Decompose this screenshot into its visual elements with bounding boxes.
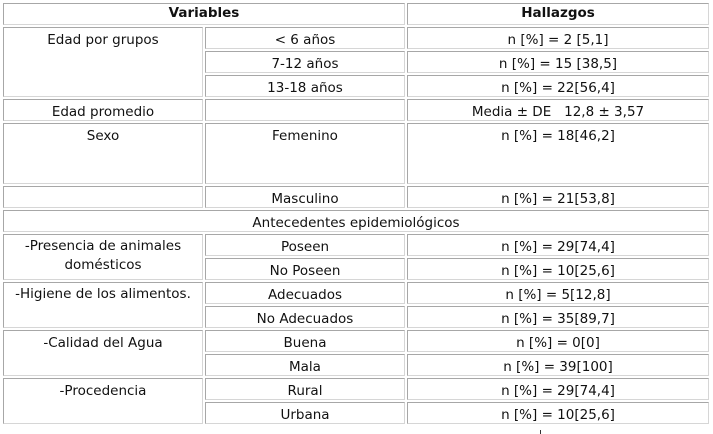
mean-age-label: Edad promedio <box>3 99 203 121</box>
header-findings: Hallazgos <box>407 3 709 25</box>
domestic-animals-finding: n [%] = 29[74,4] <box>407 234 709 256</box>
sex-category: Masculino <box>205 186 405 208</box>
mean-age-category <box>205 99 405 121</box>
age-group-finding: n [%] = 15 [38,5] <box>407 51 709 73</box>
food-hygiene-label: -Higiene de los alimentos. <box>3 282 203 328</box>
origin-category: Urbana <box>205 402 405 424</box>
section-title: Antecedentes epidemiológicos <box>3 210 709 232</box>
sex-category: Femenino <box>205 123 405 184</box>
food-hygiene-category: Adecuados <box>205 282 405 304</box>
age-group-finding: n [%] = 2 [5,1] <box>407 27 709 49</box>
sex-finding: n [%] = 21[53,8] <box>407 186 709 208</box>
origin-label: -Procedencia <box>3 378 203 424</box>
food-hygiene-finding: n [%] = 35[89,7] <box>407 306 709 328</box>
water-quality-finding: n [%] = 39[100] <box>407 354 709 376</box>
age-group-category: 7-12 años <box>205 51 405 73</box>
water-quality-label: -Calidad del Agua <box>3 330 203 376</box>
domestic-animals-finding: n [%] = 10[25,6] <box>407 258 709 280</box>
domestic-animals-label: -Presencia de animales domésticos <box>3 234 203 280</box>
domestic-animals-category: No Poseen <box>205 258 405 280</box>
mean-age-stat-value: 12,8 ± 3,57 <box>564 104 645 120</box>
findings-table <box>3 3 709 430</box>
age-groups-label: Edad por grupos <box>3 27 203 97</box>
origin-finding: n [%] = 10[25,6] <box>407 402 709 424</box>
sex-finding: n [%] = 18[46,2] <box>407 123 709 184</box>
age-group-finding: n [%] = 22[56,4] <box>407 75 709 97</box>
sex-label: Sexo <box>3 123 203 184</box>
origin-category: Rural <box>205 378 405 400</box>
food-hygiene-finding: n [%] = 5[12,8] <box>407 282 709 304</box>
age-group-category: < 6 años <box>205 27 405 49</box>
age-group-category: 13-18 años <box>205 75 405 97</box>
domestic-animals-category: Poseen <box>205 234 405 256</box>
header-variables: Variables <box>3 3 405 25</box>
water-quality-finding: n [%] = 0[0] <box>407 330 709 352</box>
food-hygiene-category: No Adecuados <box>205 306 405 328</box>
sex-label-empty <box>3 186 203 208</box>
mean-age-finding <box>407 99 709 121</box>
cursor-mark <box>540 430 541 434</box>
mean-age-stat-label: Media ± DE <box>471 104 552 120</box>
water-quality-category: Mala <box>205 354 405 376</box>
water-quality-category: Buena <box>205 330 405 352</box>
origin-finding: n [%] = 29[74,4] <box>407 378 709 400</box>
